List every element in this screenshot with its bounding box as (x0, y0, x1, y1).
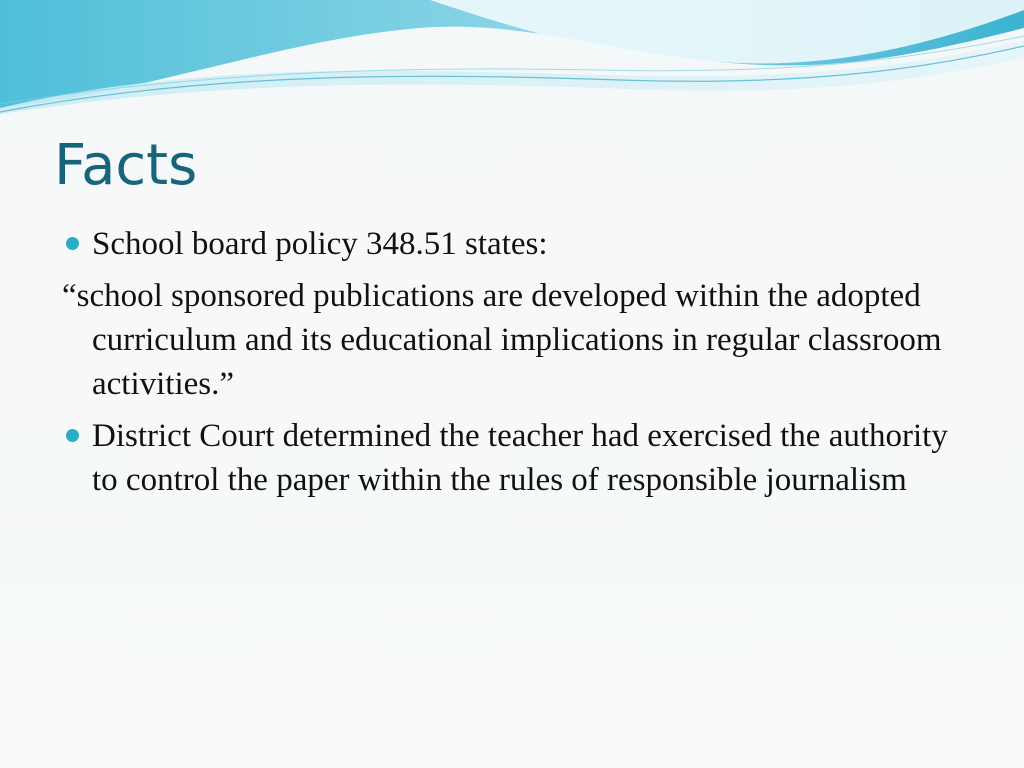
bullet-dot-icon (66, 237, 79, 250)
bullet-item (62, 414, 972, 502)
bullet-text: School board policy 348.51 states: (92, 226, 548, 262)
slide-title: Facts (54, 133, 198, 198)
bullet-text: District Court determined the teacher had exercised the authority to control the paper within the rules of responsible journalism (92, 418, 948, 498)
policy-quote: “school sponsored publications are developed within the adopted curriculum and its educational implications in regular classroom activities.” (62, 278, 942, 402)
slide-body (62, 222, 972, 502)
bullet-item (62, 222, 972, 266)
bullet-dot-icon (66, 429, 79, 442)
header-wave-decoration (0, 0, 1024, 130)
